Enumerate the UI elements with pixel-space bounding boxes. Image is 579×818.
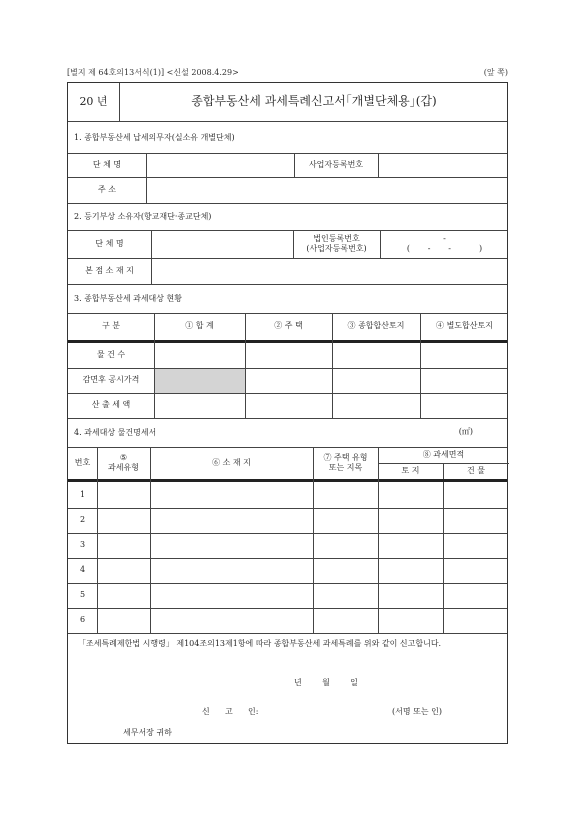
section4-heading: 4. 과세대상 물건명세서 [74,428,157,437]
section3-row-price: 감면후 공시가격 [82,375,140,385]
signature-label: (서명 또는 인) [392,707,442,716]
col7-line1: ⑦ 주택 유형 [323,452,368,462]
filer-label[interactable]: 신 고 인: [202,707,259,716]
property-row-number: 6 [79,615,86,625]
section2-corp-reg-label [293,230,380,258]
section2-heading: 2. 등기부상 소유자(향교재단·종교단체) [74,212,212,221]
section4-col-land: 토 지 [401,465,420,475]
section2-name-label: 단 체 명 [95,238,124,248]
section2-hq-label: 본 점 소 재 지 [85,265,134,275]
section1-name-input[interactable] [146,153,294,177]
section4-col-location: ⑥ 소 재 지 [212,457,251,467]
section3-col-separate-land: ④ 별도합산토지 [436,320,493,330]
section2-name-input[interactable] [151,230,293,258]
section3-row-tax: 산 출 세 액 [91,400,131,410]
date-line[interactable]: 년 월 일 [294,678,358,687]
section3-heading: 3. 종합부동산세 과세대상 현황 [74,294,182,303]
section3-row-count: 물 건 수 [96,350,126,360]
section4-col-tax-type [97,447,150,479]
form-title: 종합부동산세 과세특례신고서｢개별단체용｣(갑) [191,94,437,109]
property-row-number: 2 [79,515,86,525]
biz-reg-sub-label: (사업자등록번호) [306,244,367,253]
corp-reg-dash: - [443,233,446,243]
col5-number: ⑤ [119,452,128,462]
section3-col-combined-land: ③ 종합합산토지 [347,320,405,330]
section4-col-building: 건 물 [467,465,485,475]
addressee: 세무서장 귀하 [123,728,172,737]
property-row-number: 4 [79,565,86,575]
property-row-number: 3 [79,540,86,550]
section2-hq-input[interactable] [151,258,509,284]
tax-return-form [67,82,508,744]
property-row-number: 5 [79,590,86,600]
section3-price-total-shaded [155,369,245,393]
page-side-label: (앞 쪽) [483,68,508,77]
section2-corp-reg-input[interactable] [380,230,509,258]
section4-col-taxable-area: ⑧ 과세면적 [422,449,465,459]
section3-col-total: ① 합 계 [185,320,214,330]
biz-reg-placeholder: ( - - ) [406,244,483,253]
col7-line2: 또는 지목 [328,463,363,472]
section3-col-category: 구 분 [102,320,120,330]
form-number: [별지 제 64호의13서식(1)] <신설 2008.4.29> [67,68,239,77]
section4-col-no: 번호 [74,457,91,467]
corp-reg-label: 법인등록번호 [313,233,360,243]
section1-address-label: 주 소 [98,184,116,194]
year-field[interactable]: 20 년 [79,94,108,108]
section4-col-housing-type [313,447,378,479]
section1-name-label: 단 체 명 [92,159,122,169]
col5-label: 과세유형 [108,463,139,472]
property-row-number: 1 [79,490,86,500]
declaration-statement: 「조세특례제한법 시행령」 제104조의13제1항에 따라 종합부동산세 과세특례를 위와 같이 신고합니다. [78,639,442,648]
section1-biz-reg-input[interactable] [378,153,509,177]
section4-unit: (㎡) [458,427,473,436]
section1-biz-reg-label: 사업자등록번호 [308,159,364,169]
section3-col-housing: ② 주 택 [274,320,303,330]
section1-address-input[interactable] [146,177,509,203]
section1-heading: 1. 종합부동산세 납세의무자(실소유 개별단체) [74,132,235,142]
